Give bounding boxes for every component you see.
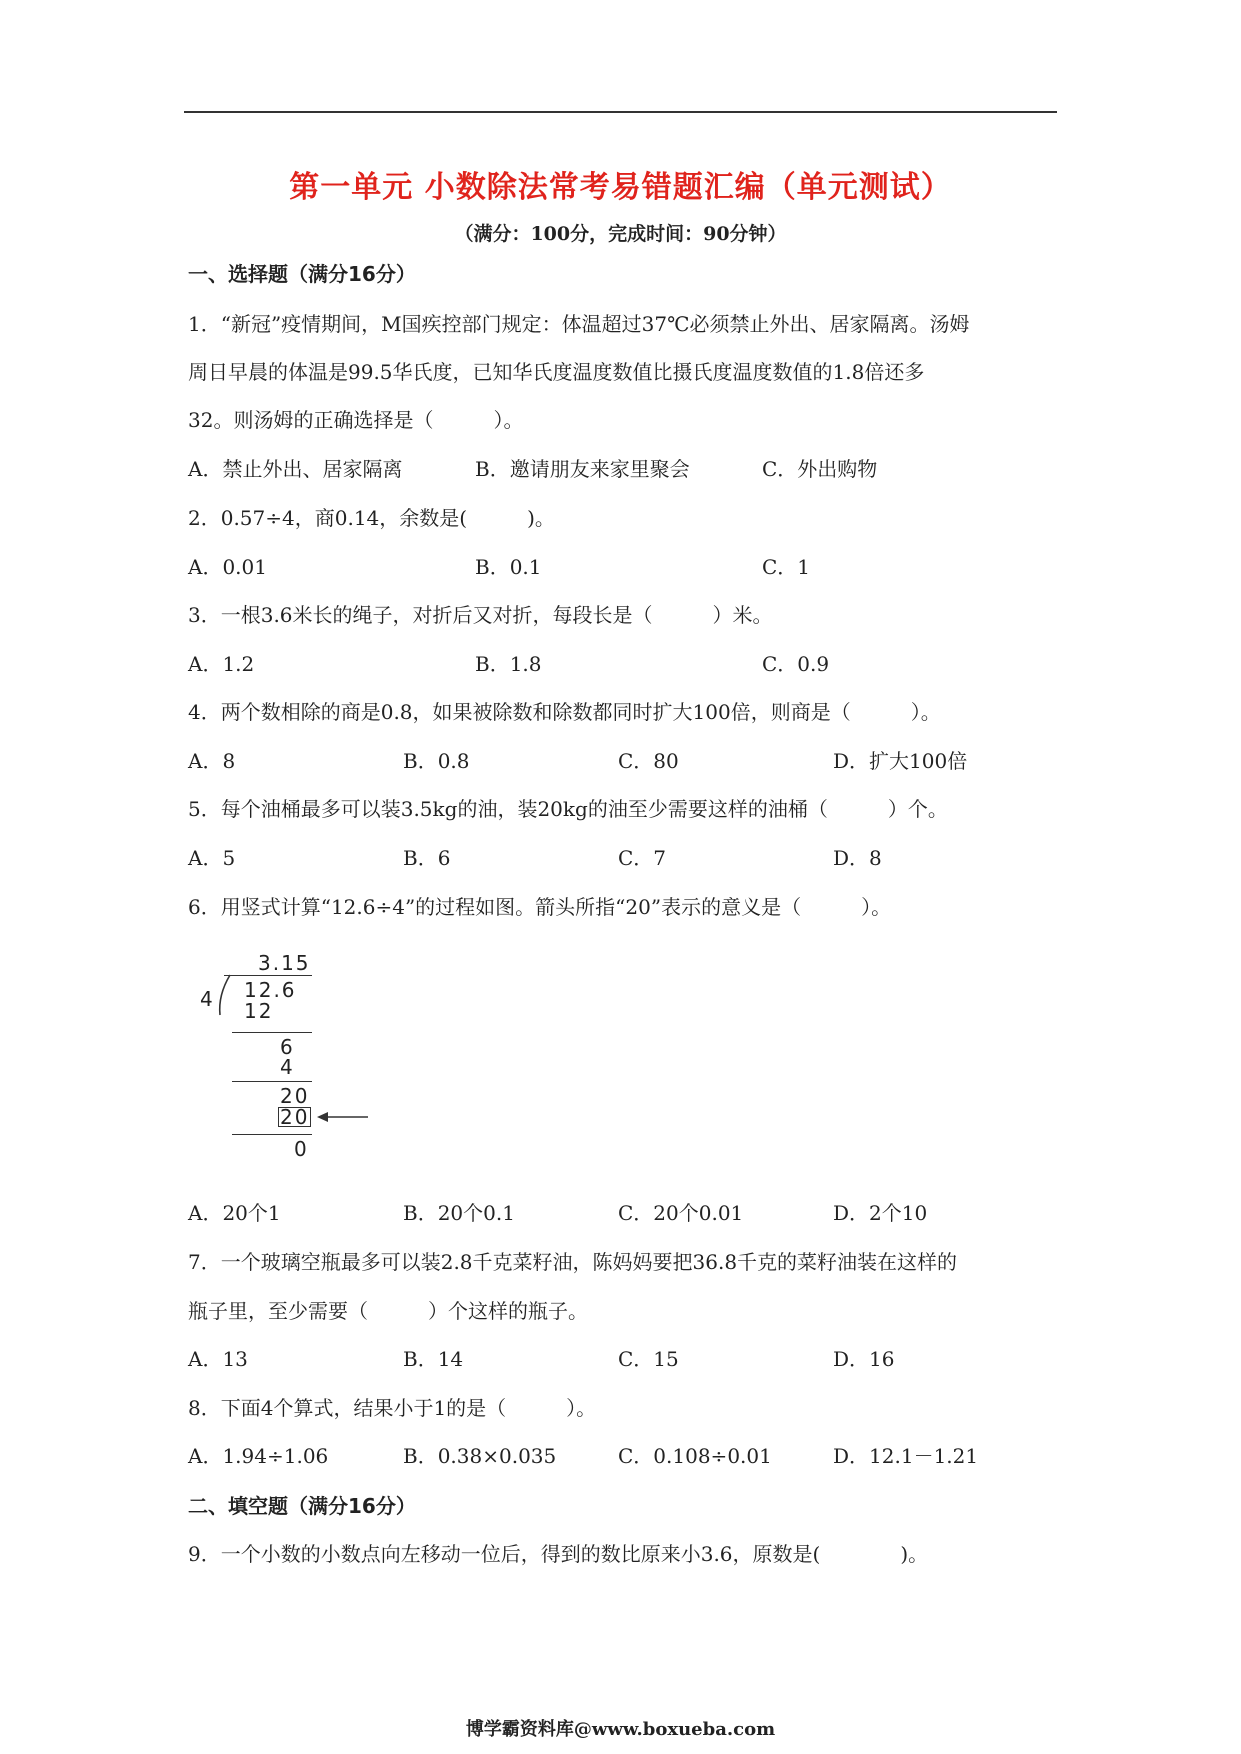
- question-1-option-a: A．禁止外出、居家隔离: [188, 457, 403, 481]
- question-1-option-c: C．外出购物: [762, 457, 878, 481]
- question-8-option-c: C．0.108÷0.01: [618, 1444, 772, 1468]
- question-8-option-a: A．1.94÷1.06: [188, 1444, 329, 1468]
- question-8-text: 8．下面4个算式，结果小于1的是（ ）。: [188, 1396, 597, 1420]
- arrow-left-icon: [316, 1109, 370, 1125]
- question-4-text: 4．两个数相除的商是0.8，如果被除数和除数都同时扩大100倍，则商是（ ）。: [188, 700, 941, 724]
- question-6-option-c: C．20个0.01: [618, 1201, 744, 1225]
- question-6-option-d: D．2个10: [833, 1201, 928, 1225]
- question-3-option-c: C．0.9: [762, 652, 830, 676]
- page-title: 第一单元 小数除法常考易错题汇编（单元测试）: [289, 170, 952, 205]
- question-1-line-1: 1．“新冠”疫情期间，M国疾控部门规定：体温超过37℃必须禁止外出、居家隔离。汤姆: [188, 312, 970, 336]
- division-dividend: 12.6: [244, 978, 297, 1002]
- question-6-text: 6．用竖式计算“12.6÷4”的过程如图。箭头所指“20”表示的意义是（ ）。: [188, 895, 892, 919]
- page-subtitle: （满分：100分，完成时间：90分钟）: [454, 223, 787, 245]
- section-heading-fill: 二、填空题（满分16分）: [188, 1494, 416, 1518]
- division-bracket: [214, 973, 234, 1017]
- division-step-5-boxed: 20: [280, 1105, 310, 1129]
- long-division-figure: [196, 951, 371, 1171]
- division-quotient: 3.15: [258, 951, 311, 975]
- question-8-option-b: B．0.38×0.035: [403, 1444, 557, 1468]
- question-7-option-b: B．14: [403, 1347, 464, 1371]
- question-6-option-b: B．20个0.1: [403, 1201, 515, 1225]
- division-rule-1: [232, 1032, 312, 1033]
- question-5-option-a: A．5: [188, 846, 236, 870]
- question-7-option-a: A．13: [188, 1347, 248, 1371]
- division-step-1: 12: [244, 999, 274, 1023]
- question-8-option-d: D．12.1－1.21: [833, 1444, 979, 1468]
- division-step-3: 4: [280, 1055, 293, 1079]
- question-7-line-2: 瓶子里，至少需要（ ）个这样的瓶子。: [188, 1299, 588, 1323]
- question-3-option-a: A．1.2: [188, 652, 255, 676]
- question-5-option-b: B．6: [403, 846, 451, 870]
- question-1-line-3: 32。则汤姆的正确选择是（ ）。: [188, 408, 524, 432]
- question-7-line-1: 7．一个玻璃空瓶最多可以装2.8千克菜籽油，陈妈妈要把36.8千克的菜籽油装在这样的: [188, 1250, 958, 1274]
- question-3-option-b: B．1.8: [475, 652, 542, 676]
- question-2-text: 2．0.57÷4，商0.14，余数是( )。: [188, 506, 555, 530]
- division-divisor: 4: [200, 987, 213, 1011]
- section-heading-choice: 一、选择题（满分16分）: [188, 262, 416, 286]
- question-4-option-a: A．8: [188, 749, 236, 773]
- footer-watermark: 博学霸资料库@www.boxueba.com: [465, 1719, 776, 1740]
- question-2-option-a: A．0.01: [188, 555, 267, 579]
- division-step-4: 20: [280, 1084, 310, 1108]
- question-5-option-c: C．7: [618, 846, 667, 870]
- question-1-option-b: B．邀请朋友来家里聚会: [475, 457, 690, 481]
- question-4-option-b: B．0.8: [403, 749, 470, 773]
- division-remainder: 0: [294, 1137, 307, 1161]
- division-top-rule: [224, 975, 312, 976]
- header-rule: [184, 111, 1057, 113]
- question-5-option-d: D．8: [833, 846, 882, 870]
- question-7-option-c: C．15: [618, 1347, 679, 1371]
- question-6-option-a: A．20个1: [188, 1201, 281, 1225]
- question-7-option-d: D．16: [833, 1347, 895, 1371]
- question-1-line-2: 周日早晨的体温是99.5华氏度，已知华氏度温度数值比摄氏度温度数值的1.8倍还多: [188, 360, 925, 384]
- division-rule-3: [232, 1134, 312, 1135]
- question-4-option-c: C．80: [618, 749, 679, 773]
- question-2-option-c: C．1: [762, 555, 811, 579]
- division-rule-2: [232, 1081, 312, 1082]
- question-9-text: 9．一个小数的小数点向左移动一位后，得到的数比原来小3.6，原数是( )。: [188, 1542, 929, 1566]
- question-3-text: 3．一根3.6米长的绳子，对折后又对折，每段长是（ ）米。: [188, 603, 773, 627]
- question-4-option-d: D．扩大100倍: [833, 749, 968, 773]
- question-2-option-b: B．0.1: [475, 555, 542, 579]
- question-5-text: 5．每个油桶最多可以装3.5kg的油，装20kg的油至少需要这样的油桶（ ）个。: [188, 797, 948, 821]
- division-step-2: 6: [280, 1035, 293, 1059]
